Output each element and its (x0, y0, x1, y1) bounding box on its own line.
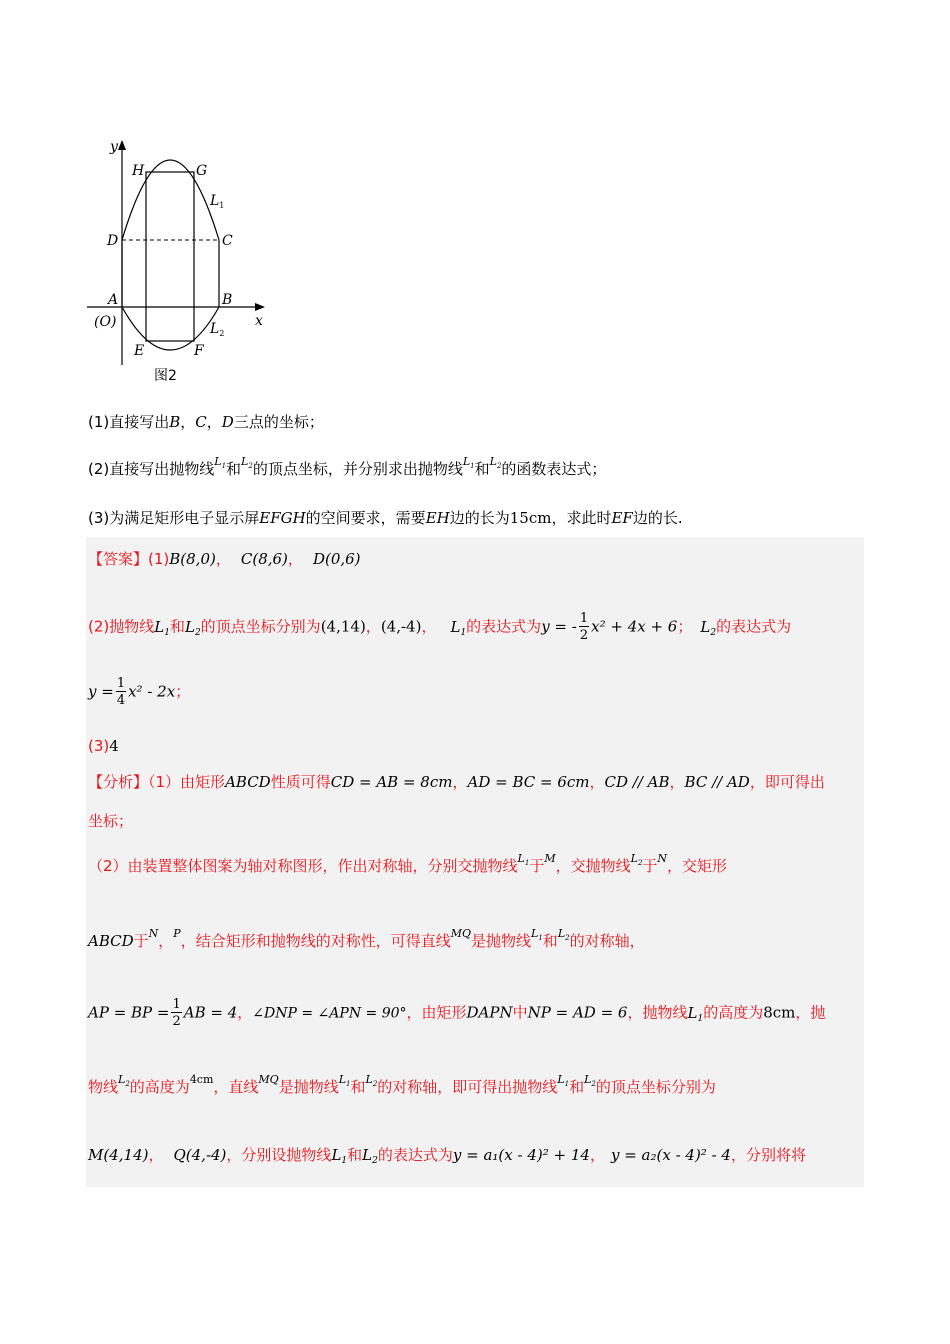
analysis-6-m: M(4,14) (88, 1146, 149, 1164)
answer-2-y2-rhs: x² - 2x (128, 682, 176, 701)
analysis-3-mq: MQ (450, 927, 471, 940)
analysis-1-cont (88, 810, 133, 831)
frac-den: 2 (579, 628, 589, 643)
analysis-1-eq1: CD = AB = 8cm (330, 773, 453, 791)
rectangle-efgh (146, 172, 194, 341)
analysis-3-l1: L1 (531, 927, 543, 942)
q3-mid3: ，求此时 (551, 509, 612, 527)
analysis-6-l1: $L_1$ (331, 1146, 348, 1166)
q3-efgh: EFGH (259, 509, 306, 527)
label-h: H (132, 163, 145, 179)
analysis-1c: ，即可得出 (749, 773, 825, 791)
analysis-2 (88, 852, 728, 876)
answer-2-mid: 的顶点坐标分别为 (200, 617, 321, 636)
analysis-5c: ，直线 (213, 1078, 259, 1096)
label-x: x (255, 313, 263, 329)
analysis-1-eq4: BC // AD (684, 773, 750, 791)
answer-2: (2)抛物线$L_1$和$L_2$的顶点坐标分别为(4,14)，(4,-4)， $L_1$的表达式为y = - $\frac{1}{2}$ x² + 4x + 6； $L_2$的表达式为 (88, 611, 792, 643)
answer-3-value: 4 (109, 737, 119, 755)
analysis-5-l2c: L2 (584, 1073, 596, 1088)
label-l2: $L_2$ (210, 321, 225, 338)
q2-suffix: 的函数表达式； (501, 460, 607, 478)
answer-c-coord: C(8,6) (240, 550, 288, 568)
analysis-4c: ，抛物线 (627, 1003, 688, 1022)
analysis-5e: 的对称轴，即可得出抛物线 (377, 1078, 558, 1096)
analysis-5-and2: 和 (569, 1078, 585, 1096)
q3-ef: EF (611, 509, 633, 527)
frac-den-3: 2 (172, 1014, 181, 1029)
analysis-6-l2: $L_2$ (362, 1146, 378, 1166)
analysis-1-abcd: ABCD (225, 773, 271, 791)
analysis-2-l1: L1 (517, 852, 530, 867)
answer-2-y1-frac (579, 612, 589, 642)
answer-2-expr2-label: 的表达式为 (716, 617, 792, 636)
analysis-2-m: M (544, 852, 556, 865)
q2-and-2: 和 (474, 460, 490, 478)
answer-tag: 【答案】 (88, 550, 149, 568)
question-2 (88, 455, 607, 479)
analysis-4-frac (171, 998, 181, 1028)
analysis-1b: 性质可得 (270, 773, 331, 791)
label-e: E (134, 343, 145, 359)
q3-mid: 的空间要求，需要 (305, 509, 426, 527)
frac-num-3: 1 (172, 997, 181, 1012)
label-c: C (222, 233, 233, 249)
answer-3-label: (3) (88, 737, 110, 755)
label-o: (O) (94, 314, 117, 330)
answer-2-vertex-1: (4,14) (320, 617, 366, 636)
q1-point-c: C (195, 413, 207, 431)
analysis-4-eq1: AP = BP = (88, 1003, 170, 1022)
analysis-2-n: N (657, 852, 668, 865)
analysis-2c: ，交抛物线 (555, 857, 631, 875)
analysis-3-and: 和 (542, 932, 558, 950)
answer-2-expr1-label: 的表达式为 (466, 617, 542, 636)
analysis-6: M(4,14)， Q(4,-4)，分别设抛物线$L_1$和$L_2$的表达式为y = a₁(x - 4)² + 14， y = a₂(x - 4)² - 4，分别将将 (88, 1146, 806, 1166)
analysis-5-l2: L2 (118, 1073, 130, 1088)
q2-l1: L1 (214, 455, 227, 470)
q2-and: 和 (226, 460, 242, 478)
answer-2-and: 和 (169, 617, 185, 636)
q1-prefix: (1)直接写出 (88, 413, 170, 431)
analysis-2d: 于 (642, 857, 658, 875)
q2-l2: L2 (241, 455, 253, 470)
answer-d-coord: D(0,6) (312, 550, 361, 568)
analysis-tag: 【分析】 (88, 773, 149, 791)
answer-2-prefix: (2)抛物线 (88, 617, 155, 636)
analysis-5-l1b: L1 (557, 1073, 570, 1088)
question-1 (88, 411, 324, 432)
frac-num-2: 1 (116, 676, 126, 691)
analysis-4-height: 8cm (763, 1003, 796, 1022)
analysis-5 (88, 1073, 716, 1097)
analysis-3a: 于 (133, 932, 149, 950)
analysis-3-p: P (173, 927, 181, 940)
q3-prefix: (3)为满足矩形电子显示屏 (88, 509, 260, 527)
analysis-5-mq: MQ (258, 1073, 279, 1086)
frac-num: 1 (579, 611, 589, 626)
answer-2-l1: $L_1$ (154, 617, 170, 638)
answer-2-y1-lhs: y = - (541, 617, 577, 636)
q3-mid2: 边的长为 (449, 509, 510, 527)
analysis-1a: （1）由矩形 (148, 773, 226, 791)
answer-2-cont: y = $\frac{1}{4}$ x² - 2x； (88, 676, 191, 708)
parabola-figure (82, 135, 282, 390)
q2-l2b: L2 (489, 455, 502, 470)
analysis-4e: ，抛 (795, 1003, 826, 1022)
analysis-4b: 中 (512, 1003, 528, 1022)
y-axis-arrow (118, 140, 126, 150)
analysis-6-eq2: y = a₂(x - 4)² - 4 (610, 1146, 731, 1164)
answer-2-vertex-2: (4,-4) (380, 617, 422, 636)
analysis-6-and: 和 (347, 1146, 363, 1164)
analysis-1: 【分析】（1）由矩形ABCD性质可得CD = AB = 8cm，AD = BC = 6cm，CD // AB，BC // AD，即可得出 (88, 773, 825, 791)
analysis-5b: 的高度为 (129, 1078, 190, 1096)
q1-point-d: D (221, 413, 234, 431)
x-axis-arrow (255, 303, 265, 311)
analysis-6-q: Q(4,-4) (173, 1146, 227, 1164)
analysis-1-eq2: AD = BC = 6cm (467, 773, 590, 791)
answer-3 (88, 737, 119, 755)
analysis-3-n: N (148, 927, 159, 940)
analysis-6c: ，分别将将 (730, 1146, 806, 1164)
q1-point-b: B (169, 413, 181, 431)
analysis-2a: （2）由装置整体图案为轴对称图形，作出对称轴，分别交抛物线 (88, 857, 518, 875)
analysis-4-eq3: NP = AD = 6 (527, 1003, 628, 1022)
question-3 (88, 507, 683, 528)
q1-suffix: 三点的坐标； (233, 413, 324, 431)
analysis-5-and: 和 (350, 1078, 366, 1096)
figure-svg (82, 135, 282, 390)
analysis-2-l2: L2 (630, 852, 643, 867)
analysis-3b: ，结合矩形和抛物线的对称性，可得直线 (180, 932, 451, 950)
analysis-4-eq1b: AB = 4 (183, 1003, 238, 1022)
label-b: B (222, 292, 233, 308)
answer-2-y2-lhs: y = (88, 682, 114, 701)
q3-length: 15cm (509, 509, 552, 527)
analysis-5d: 是抛物线 (278, 1078, 339, 1096)
label-a: A (108, 292, 119, 308)
q3-eh: EH (425, 509, 450, 527)
analysis-4: AP = BP = $\frac{1}{2}$ AB = 4，∠DNP = ∠APN = 90°，由矩形DAPN中NP = AD = 6，抛物线$L_1$的高度为8cm，抛 (88, 997, 826, 1029)
label-l1: $L_1$ (210, 193, 225, 210)
analysis-3-abcd: ABCD (88, 932, 134, 950)
analysis-3-l2: L2 (557, 927, 570, 942)
figure-caption: 图2 (154, 368, 177, 384)
analysis-1-eq3: CD // AB (604, 773, 670, 791)
analysis-4a: ，由矩形 (406, 1003, 467, 1022)
q1-sep2: ， (206, 413, 222, 431)
answer-1: 【答案】(1)B(8,0)， C(8,6)， D(0,6) (88, 550, 361, 568)
frac-den-2: 4 (116, 693, 126, 708)
analysis-2e: ，交矩形 (667, 857, 728, 875)
analysis-5-l1: L1 (338, 1073, 351, 1088)
analysis-3c: 是抛物线 (471, 932, 532, 950)
q2-l1b: L1 (462, 455, 475, 470)
answer-2-y1-rhs: x² + 4x + 6 (591, 617, 678, 636)
analysis-3: ABCD于$^N$，$^P$，结合矩形和抛物线的对称性，可得直线$^{MQ}$是抛物线$^{L_1}$和$^{L_2}$的对称轴， (88, 927, 645, 950)
answer-2-l1b: $L_1$ (450, 617, 467, 638)
label-g: G (196, 163, 208, 179)
analysis-3d: 的对称轴， (569, 932, 645, 950)
label-f: F (194, 343, 204, 359)
analysis-5-l2b: L2 (365, 1073, 378, 1088)
analysis-5f: 的顶点坐标分别为 (595, 1078, 716, 1096)
answer-2-l2b: $L_2$ (700, 617, 717, 638)
label-d: D (107, 233, 119, 249)
answer-2-y2-frac (116, 677, 126, 707)
q2-prefix: (2)直接写出抛物线 (88, 460, 215, 478)
q3-suffix: 边的长. (632, 509, 683, 527)
q2-mid: 的顶点坐标，并分别求出抛物线 (252, 460, 463, 478)
analysis-4-dapn: DAPN (466, 1003, 513, 1022)
analysis-4-eq2: ∠DNP = ∠APN = 90° (252, 1005, 407, 1022)
analysis-1d: 坐标； (88, 812, 134, 830)
analysis-6b: 的表达式为 (377, 1146, 453, 1164)
analysis-4d: 的高度为 (703, 1003, 764, 1022)
analysis-5a: 物线 (88, 1078, 119, 1096)
analysis-6a: ，分别设抛物线 (226, 1146, 332, 1164)
analysis-5-height: 4cm (189, 1073, 214, 1086)
answer-b-coord: B(8,0) (169, 550, 216, 568)
analysis-6-eq1: y = a₁(x - 4)² + 14 (452, 1146, 590, 1164)
answer-1-label: (1) (148, 550, 170, 568)
answer-2-l2: $L_2$ (184, 617, 201, 638)
q1-sep: ， (180, 413, 196, 431)
label-y: y (110, 139, 118, 155)
analysis-4-l1: $L_1$ (687, 1003, 704, 1024)
analysis-2b: 于 (529, 857, 545, 875)
